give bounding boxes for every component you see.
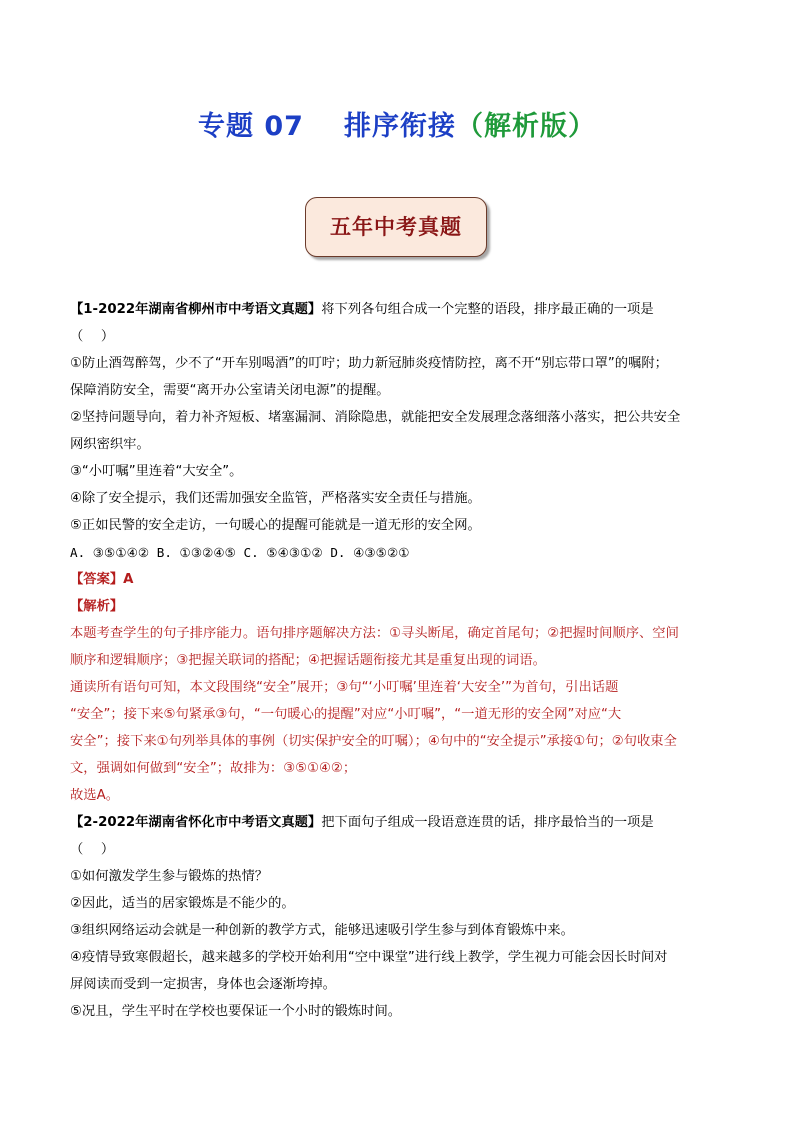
question-1-stem: 将下列各句组合成一个完整的语段，排序最正确的一项是 xyxy=(321,302,654,317)
title-topic-name: 排序衔接 xyxy=(343,111,456,142)
q1-analysis-line-1: 本题考查学生的句子排序能力。语句排序题解决方法：①寻头断尾，确定首尾句；②把握时间顺序、空间 xyxy=(70,626,679,641)
page-title xyxy=(0,104,794,143)
q1-sentence-1-cont: 保障消防安全，需要“离开办公室请关闭电源”的提醒。 xyxy=(70,383,390,398)
q1-answer: 【答案】A xyxy=(70,572,134,587)
q2-sentence-2: ②因此，适当的居家锻炼是不能少的。 xyxy=(70,896,295,911)
q1-sentence-2: ②坚持问题导向，着力补齐短板、堵塞漏洞、消除隐患，就能把安全发展理念落细落小落实，把公共安全 xyxy=(70,410,681,425)
q1-options: A. ③⑤①④② B. ①③②④⑤ C. ⑤④③①② D. ④③⑤②① xyxy=(70,545,410,560)
q1-analysis-line-5: 安全”；接下来①句列举具体的事例（切实保护安全的叮嘱）；④句中的“安全提示”承接①句；②句收束全 xyxy=(70,734,677,749)
title-topic-number: 专题 07 xyxy=(198,111,304,142)
q2-sentence-3: ③组织网络运动会就是一种创新的教学方式，能够迅速吸引学生参与到体育锻炼中来。 xyxy=(70,923,574,938)
q2-sentence-4-cont: 屏阅读而受到一定损害，身体也会逐渐垮掉。 xyxy=(70,977,336,992)
q1-sentence-4: ④除了安全提示，我们还需加强安全监管，严格落实安全责任与措施。 xyxy=(70,491,481,506)
question-1-header xyxy=(70,296,730,323)
q1-conclusion: 故选A。 xyxy=(70,788,119,803)
question-2-stem: 把下面句子组成一段语意连贯的话，排序最恰当的一项是 xyxy=(321,815,654,830)
q1-analysis-line-2: 顺序和逻辑顺序；③把握关联词的搭配；④把握话题衔接尤其是重复出现的词语。 xyxy=(70,653,546,668)
question-2-header xyxy=(70,809,730,836)
question-2-source: 【2-2022年湖南省怀化市中考语文真题】 xyxy=(70,815,322,830)
q1-sentence-2-cont: 网织密织牢。 xyxy=(70,437,150,452)
q1-analysis-line-4: “安全”；接下来⑤句紧承③句，“一句暖心的提醒”对应“小叮嘱”，“一道无形的安全网”对应“大 xyxy=(70,707,622,722)
q1-sentence-3: ③“小叮嘱”里连着“大安全”。 xyxy=(70,464,243,479)
q1-sentence-1: ①防止酒驾醉驾，少不了“开车别喝酒”的叮咛；助力新冠肺炎疫情防控，离不开“别忘带口罩”的嘱附； xyxy=(70,356,668,371)
q2-sentence-4: ④疫情导致寒假超长，越来越多的学校开始利用“空中课堂”进行线上教学，学生视力可能会因长时间对 xyxy=(70,950,668,965)
q2-sentence-1: ①如何激发学生参与锻炼的热情？ xyxy=(70,869,269,884)
question-2-blank: （ ） xyxy=(70,842,115,857)
q1-analysis-label: 【解析】 xyxy=(70,599,124,614)
q1-analysis-line-3: 通读所有语句可知，本文段围绕“安全”展开；③句“‘小叮嘱’里连着‘大安全’”为首句，引出话题 xyxy=(70,680,619,695)
q1-sentence-5: ⑤正如民警的安全走访，一句暖心的提醒可能就是一道无形的安全网。 xyxy=(70,518,481,533)
question-1-source: 【1-2022年湖南省柳州市中考语文真题】 xyxy=(70,302,322,317)
q2-sentence-5: ⑤况且，学生平时在学校也要保证一个小时的锻炼时间。 xyxy=(70,1004,402,1019)
q1-analysis-line-6: 文，强调如何做到“安全”；故排为：③⑤①④②； xyxy=(70,761,357,776)
question-1-blank: （ ） xyxy=(70,329,115,344)
title-version: （解析版） xyxy=(455,111,596,142)
section-label-box: 五年中考真题 xyxy=(305,197,487,257)
document-body xyxy=(70,296,730,1025)
